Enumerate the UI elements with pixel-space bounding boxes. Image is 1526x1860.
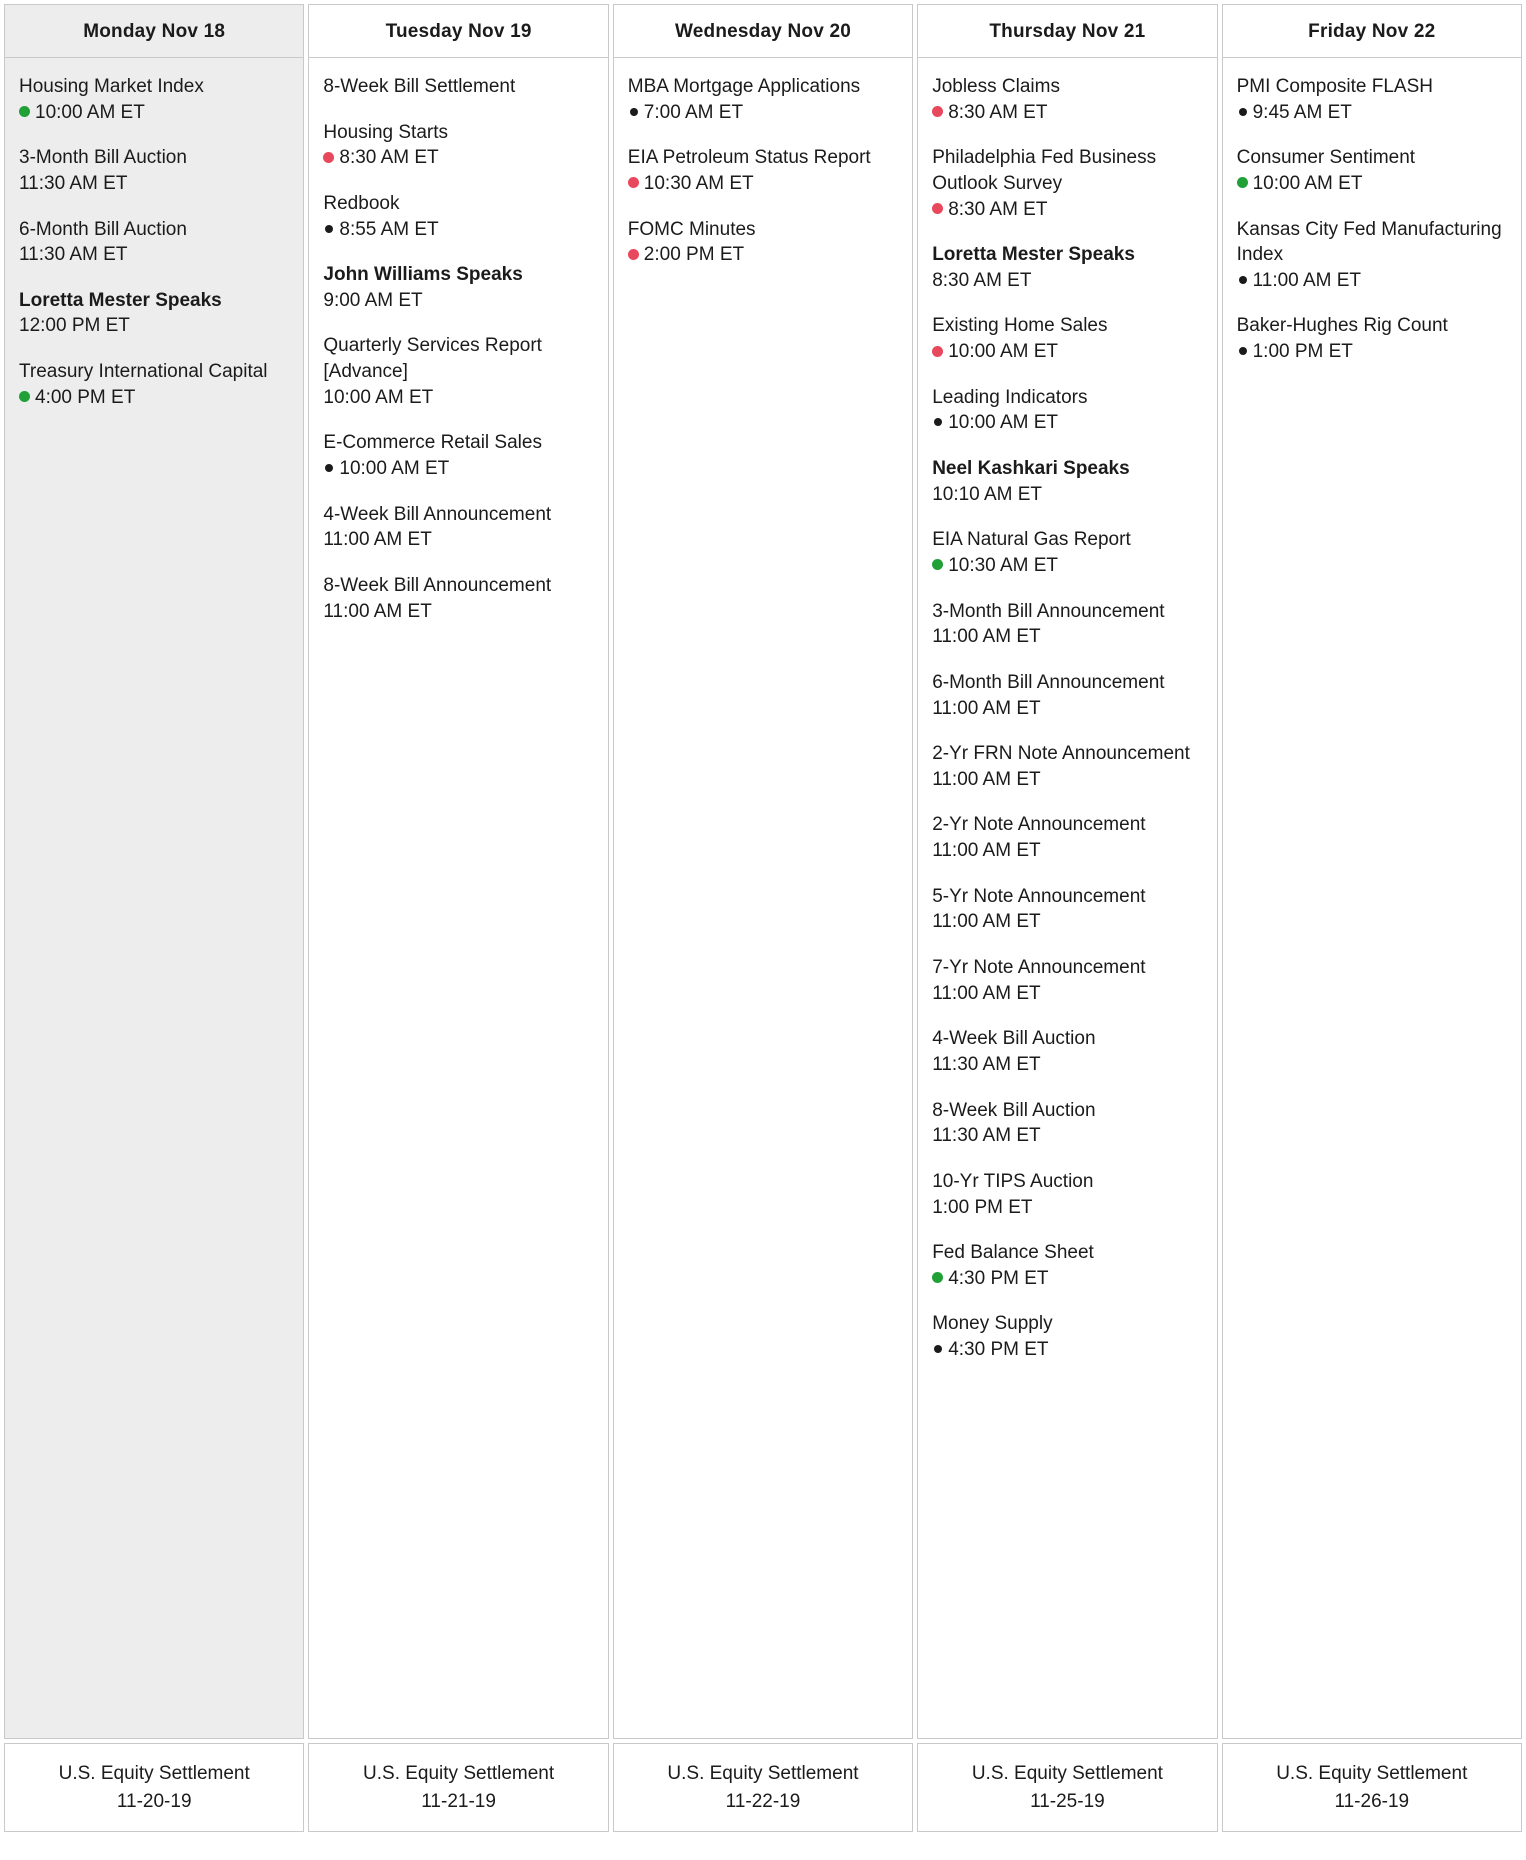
event-time: [323, 288, 593, 314]
event-time: [323, 456, 593, 482]
calendar-event[interactable]: [323, 502, 593, 553]
calendar-event[interactable]: [19, 145, 289, 196]
settlement-date: 11-21-19: [421, 1790, 496, 1812]
importance-dot-icon: [325, 225, 333, 233]
calendar-event[interactable]: [628, 74, 898, 125]
event-name: 8-Week Bill Settlement: [323, 76, 516, 97]
event-time: [932, 1266, 1202, 1292]
event-time-text: 2:00 PM ET: [643, 244, 745, 266]
calendar-event[interactable]: [323, 74, 593, 100]
event-name: 8-Week Bill Auction: [932, 1099, 1096, 1121]
event-time: [932, 838, 1202, 864]
calendar-event[interactable]: [323, 191, 593, 242]
importance-dot-icon: [628, 249, 639, 260]
event-name: 3-Month Bill Auction: [19, 147, 187, 169]
calendar-event[interactable]: [1237, 313, 1507, 364]
calendar-event[interactable]: [19, 359, 289, 410]
calendar-event[interactable]: [932, 1026, 1202, 1077]
settlement-date: 11-25-19: [1030, 1790, 1105, 1812]
event-time: [932, 339, 1202, 365]
event-name: MBA Mortgage Applications: [627, 76, 861, 97]
event-name: Consumer Sentiment: [1236, 147, 1416, 169]
event-time-text: 11:30 AM ET: [19, 244, 128, 266]
event-time: [932, 410, 1202, 436]
event-time: [932, 1123, 1202, 1149]
event-time-text: 10:00 AM ET: [323, 386, 434, 408]
event-time: [1237, 171, 1507, 197]
importance-dot-icon: [934, 1345, 942, 1353]
calendar-event[interactable]: [19, 288, 289, 339]
event-name: Baker-Hughes Rig Count: [1236, 315, 1448, 337]
calendar-event[interactable]: [932, 527, 1202, 578]
event-time: [1237, 339, 1507, 365]
day-events: [5, 58, 303, 1738]
day-header: Tuesday Nov 19: [309, 5, 607, 58]
event-time-text: 8:55 AM ET: [339, 218, 439, 240]
day-column: [613, 4, 913, 1739]
event-name: Loretta Mester Speaks: [19, 289, 222, 311]
event-name: 4-Week Bill Auction: [932, 1028, 1096, 1050]
event-name: John Williams Speaks: [323, 264, 523, 286]
event-time: [323, 527, 593, 553]
event-time-text: 9:45 AM ET: [1252, 101, 1352, 123]
importance-dot-icon: [932, 203, 943, 214]
calendar-event[interactable]: [932, 812, 1202, 863]
settlement-date: 11-22-19: [725, 1790, 801, 1812]
event-time-text: 11:00 AM ET: [323, 600, 432, 622]
event-time-text: 1:00 PM ET: [932, 1196, 1033, 1218]
settlement-cell: [1222, 1743, 1522, 1832]
settlement-label: U.S. Equity Settlement: [363, 1763, 555, 1784]
event-time-text: 10:00 AM ET: [948, 341, 1059, 363]
importance-dot-icon: [19, 106, 30, 117]
event-time: [323, 599, 593, 625]
importance-dot-icon: [932, 346, 943, 357]
day-header: Wednesday Nov 20: [614, 5, 912, 58]
settlement-row: [0, 1739, 1526, 1836]
calendar-event[interactable]: [932, 242, 1202, 293]
event-time-text: 11:00 AM ET: [932, 697, 1041, 719]
settlement-cell: [308, 1743, 608, 1832]
event-name: Existing Home Sales: [932, 315, 1108, 337]
day-events: [614, 58, 912, 1738]
calendar-event[interactable]: [932, 1240, 1202, 1291]
settlement-label: U.S. Equity Settlement: [1276, 1763, 1468, 1784]
event-name: 3-Month Bill Announcement: [932, 600, 1165, 622]
event-time-text: 10:00 AM ET: [35, 101, 145, 123]
importance-dot-icon: [19, 391, 30, 402]
event-time: [19, 385, 289, 411]
event-time: [323, 385, 593, 411]
event-name: Treasury International Capital: [19, 361, 268, 383]
event-name: E-Commerce Retail Sales: [323, 432, 542, 454]
event-name: EIA Natural Gas Report: [932, 529, 1131, 551]
calendar-event[interactable]: [628, 217, 898, 268]
event-name: Philadelphia Fed Business Outlook Survey: [932, 147, 1157, 194]
event-name: 6-Month Bill Announcement: [932, 671, 1165, 693]
day-events: [918, 58, 1216, 1738]
event-time: [628, 171, 898, 197]
calendar-event[interactable]: [932, 599, 1202, 650]
calendar-event[interactable]: [932, 670, 1202, 721]
calendar-event[interactable]: [932, 741, 1202, 792]
calendar-event[interactable]: [323, 430, 593, 481]
event-time: [932, 909, 1202, 935]
event-time: [628, 100, 898, 126]
importance-dot-icon: [1239, 276, 1247, 284]
calendar-event[interactable]: [628, 145, 898, 196]
calendar-event[interactable]: [932, 884, 1202, 935]
event-time-text: 9:00 AM ET: [323, 289, 423, 311]
event-time: [932, 553, 1202, 579]
event-name: Neel Kashkari Speaks: [932, 458, 1130, 480]
calendar-event[interactable]: [323, 573, 593, 624]
event-time: [932, 1195, 1202, 1221]
event-time: [19, 171, 289, 197]
event-time-text: 4:30 PM ET: [948, 1267, 1049, 1289]
settlement-cell: [917, 1743, 1217, 1832]
event-time-text: 11:00 AM ET: [932, 911, 1041, 933]
day-events: [309, 58, 607, 1738]
event-name: 10-Yr TIPS Auction: [932, 1170, 1094, 1192]
event-name: 6-Month Bill Auction: [19, 218, 187, 240]
settlement-cell: [613, 1743, 913, 1832]
event-name: Housing Market Index: [19, 76, 204, 97]
event-name: FOMC Minutes: [627, 218, 756, 240]
settlement-label: U.S. Equity Settlement: [667, 1763, 859, 1784]
event-time: [19, 313, 289, 339]
calendar-event[interactable]: [932, 74, 1202, 125]
event-time-text: 10:00 AM ET: [339, 458, 450, 480]
calendar-event[interactable]: [932, 955, 1202, 1006]
calendar-event[interactable]: [19, 217, 289, 268]
event-time-text: 11:30 AM ET: [932, 1053, 1041, 1075]
event-time: [19, 100, 289, 126]
event-name: 2-Yr Note Announcement: [932, 814, 1146, 836]
calendar-event[interactable]: [323, 333, 593, 410]
event-time: [932, 268, 1202, 294]
event-name: 5-Yr Note Announcement: [932, 885, 1146, 907]
importance-dot-icon: [1237, 177, 1248, 188]
event-time-text: 11:00 AM ET: [932, 768, 1041, 790]
calendar-event[interactable]: [932, 1169, 1202, 1220]
day-header: Thursday Nov 21: [918, 5, 1216, 58]
settlement-date: 11-26-19: [1334, 1790, 1410, 1812]
importance-dot-icon: [932, 106, 943, 117]
day-events: [1223, 58, 1521, 1738]
event-name: 2-Yr FRN Note Announcement: [932, 743, 1190, 765]
event-time: [19, 242, 289, 268]
event-time: [932, 981, 1202, 1007]
calendar-event[interactable]: [932, 1098, 1202, 1149]
event-name: 4-Week Bill Announcement: [323, 503, 552, 525]
event-time-text: 4:00 PM ET: [35, 386, 136, 408]
event-name: PMI Composite FLASH: [1236, 76, 1433, 97]
event-time: [1237, 268, 1507, 294]
importance-dot-icon: [325, 464, 333, 472]
importance-dot-icon: [1239, 347, 1247, 355]
event-time: [932, 1052, 1202, 1078]
event-time: [932, 197, 1202, 223]
event-time: [932, 767, 1202, 793]
calendar-event[interactable]: [323, 120, 593, 171]
importance-dot-icon: [630, 108, 638, 116]
event-time: [1237, 100, 1507, 126]
importance-dot-icon: [932, 1272, 943, 1283]
event-time: [628, 242, 898, 268]
calendar-event[interactable]: [19, 74, 289, 125]
importance-dot-icon: [934, 418, 942, 426]
event-name: Leading Indicators: [932, 386, 1088, 408]
event-time-text: 8:30 AM ET: [948, 101, 1048, 123]
calendar-event[interactable]: [932, 1311, 1202, 1362]
event-time-text: 11:00 AM ET: [932, 840, 1041, 862]
event-time-text: 11:00 AM ET: [932, 982, 1041, 1004]
event-time: [323, 217, 593, 243]
event-name: Fed Balance Sheet: [932, 1242, 1094, 1264]
event-name: Quarterly Services Report [Advance]: [323, 335, 542, 383]
event-time-text: 11:00 AM ET: [932, 626, 1041, 648]
event-time-text: 10:10 AM ET: [932, 483, 1043, 505]
event-time-text: 11:30 AM ET: [19, 172, 128, 194]
event-time-text: 11:00 AM ET: [323, 529, 432, 551]
importance-dot-icon: [323, 152, 334, 163]
event-time-text: 8:30 AM ET: [932, 269, 1032, 291]
event-name: 7-Yr Note Announcement: [932, 957, 1146, 979]
event-time-text: 12:00 PM ET: [19, 315, 130, 337]
settlement-label: U.S. Equity Settlement: [58, 1763, 250, 1784]
event-time: [932, 100, 1202, 126]
event-time-text: 4:30 PM ET: [948, 1339, 1049, 1361]
calendar-event[interactable]: [932, 385, 1202, 436]
event-name: Loretta Mester Speaks: [932, 244, 1135, 266]
event-time-text: 10:00 AM ET: [948, 412, 1059, 434]
importance-dot-icon: [1239, 108, 1247, 116]
event-time-text: 11:00 AM ET: [1252, 269, 1362, 291]
event-time: [932, 1337, 1202, 1363]
calendar-event[interactable]: [1237, 74, 1507, 125]
event-name: EIA Petroleum Status Report: [627, 147, 871, 169]
settlement-date: 11-20-19: [116, 1790, 192, 1812]
event-time-text: 8:30 AM ET: [948, 198, 1048, 220]
settlement-cell: [4, 1743, 304, 1832]
event-time-text: 8:30 AM ET: [339, 147, 439, 169]
event-time-text: 10:00 AM ET: [1252, 172, 1363, 194]
event-name: Redbook: [323, 192, 400, 214]
event-time: [932, 482, 1202, 508]
importance-dot-icon: [628, 177, 639, 188]
event-time-text: 7:00 AM ET: [643, 101, 744, 123]
settlement-label: U.S. Equity Settlement: [971, 1763, 1163, 1784]
day-column: [1222, 4, 1522, 1739]
event-time-text: 10:30 AM ET: [948, 554, 1059, 576]
event-time: [932, 696, 1202, 722]
event-name: Kansas City Fed Manufacturing Index: [1236, 218, 1502, 266]
calendar-event[interactable]: [1237, 217, 1507, 294]
event-name: 8-Week Bill Announcement: [323, 574, 552, 596]
day-column: [308, 4, 608, 1739]
event-time-text: 1:00 PM ET: [1252, 341, 1353, 363]
event-time: [932, 624, 1202, 650]
event-time-text: 11:30 AM ET: [932, 1125, 1041, 1147]
calendar-event[interactable]: [1237, 145, 1507, 196]
day-column: [4, 4, 304, 1739]
event-name: Money Supply: [932, 1313, 1053, 1335]
importance-dot-icon: [932, 559, 943, 570]
calendar-event[interactable]: [323, 262, 593, 313]
day-column: [917, 4, 1217, 1739]
event-time: [323, 145, 593, 171]
calendar-event[interactable]: [932, 456, 1202, 507]
event-name: Housing Starts: [323, 121, 449, 143]
day-header: Friday Nov 22: [1223, 5, 1521, 58]
event-time-text: 10:30 AM ET: [643, 172, 754, 194]
calendar-event[interactable]: [932, 145, 1202, 222]
day-header: Monday Nov 18: [5, 5, 303, 58]
calendar-event[interactable]: [932, 313, 1202, 364]
event-name: Jobless Claims: [932, 76, 1060, 97]
